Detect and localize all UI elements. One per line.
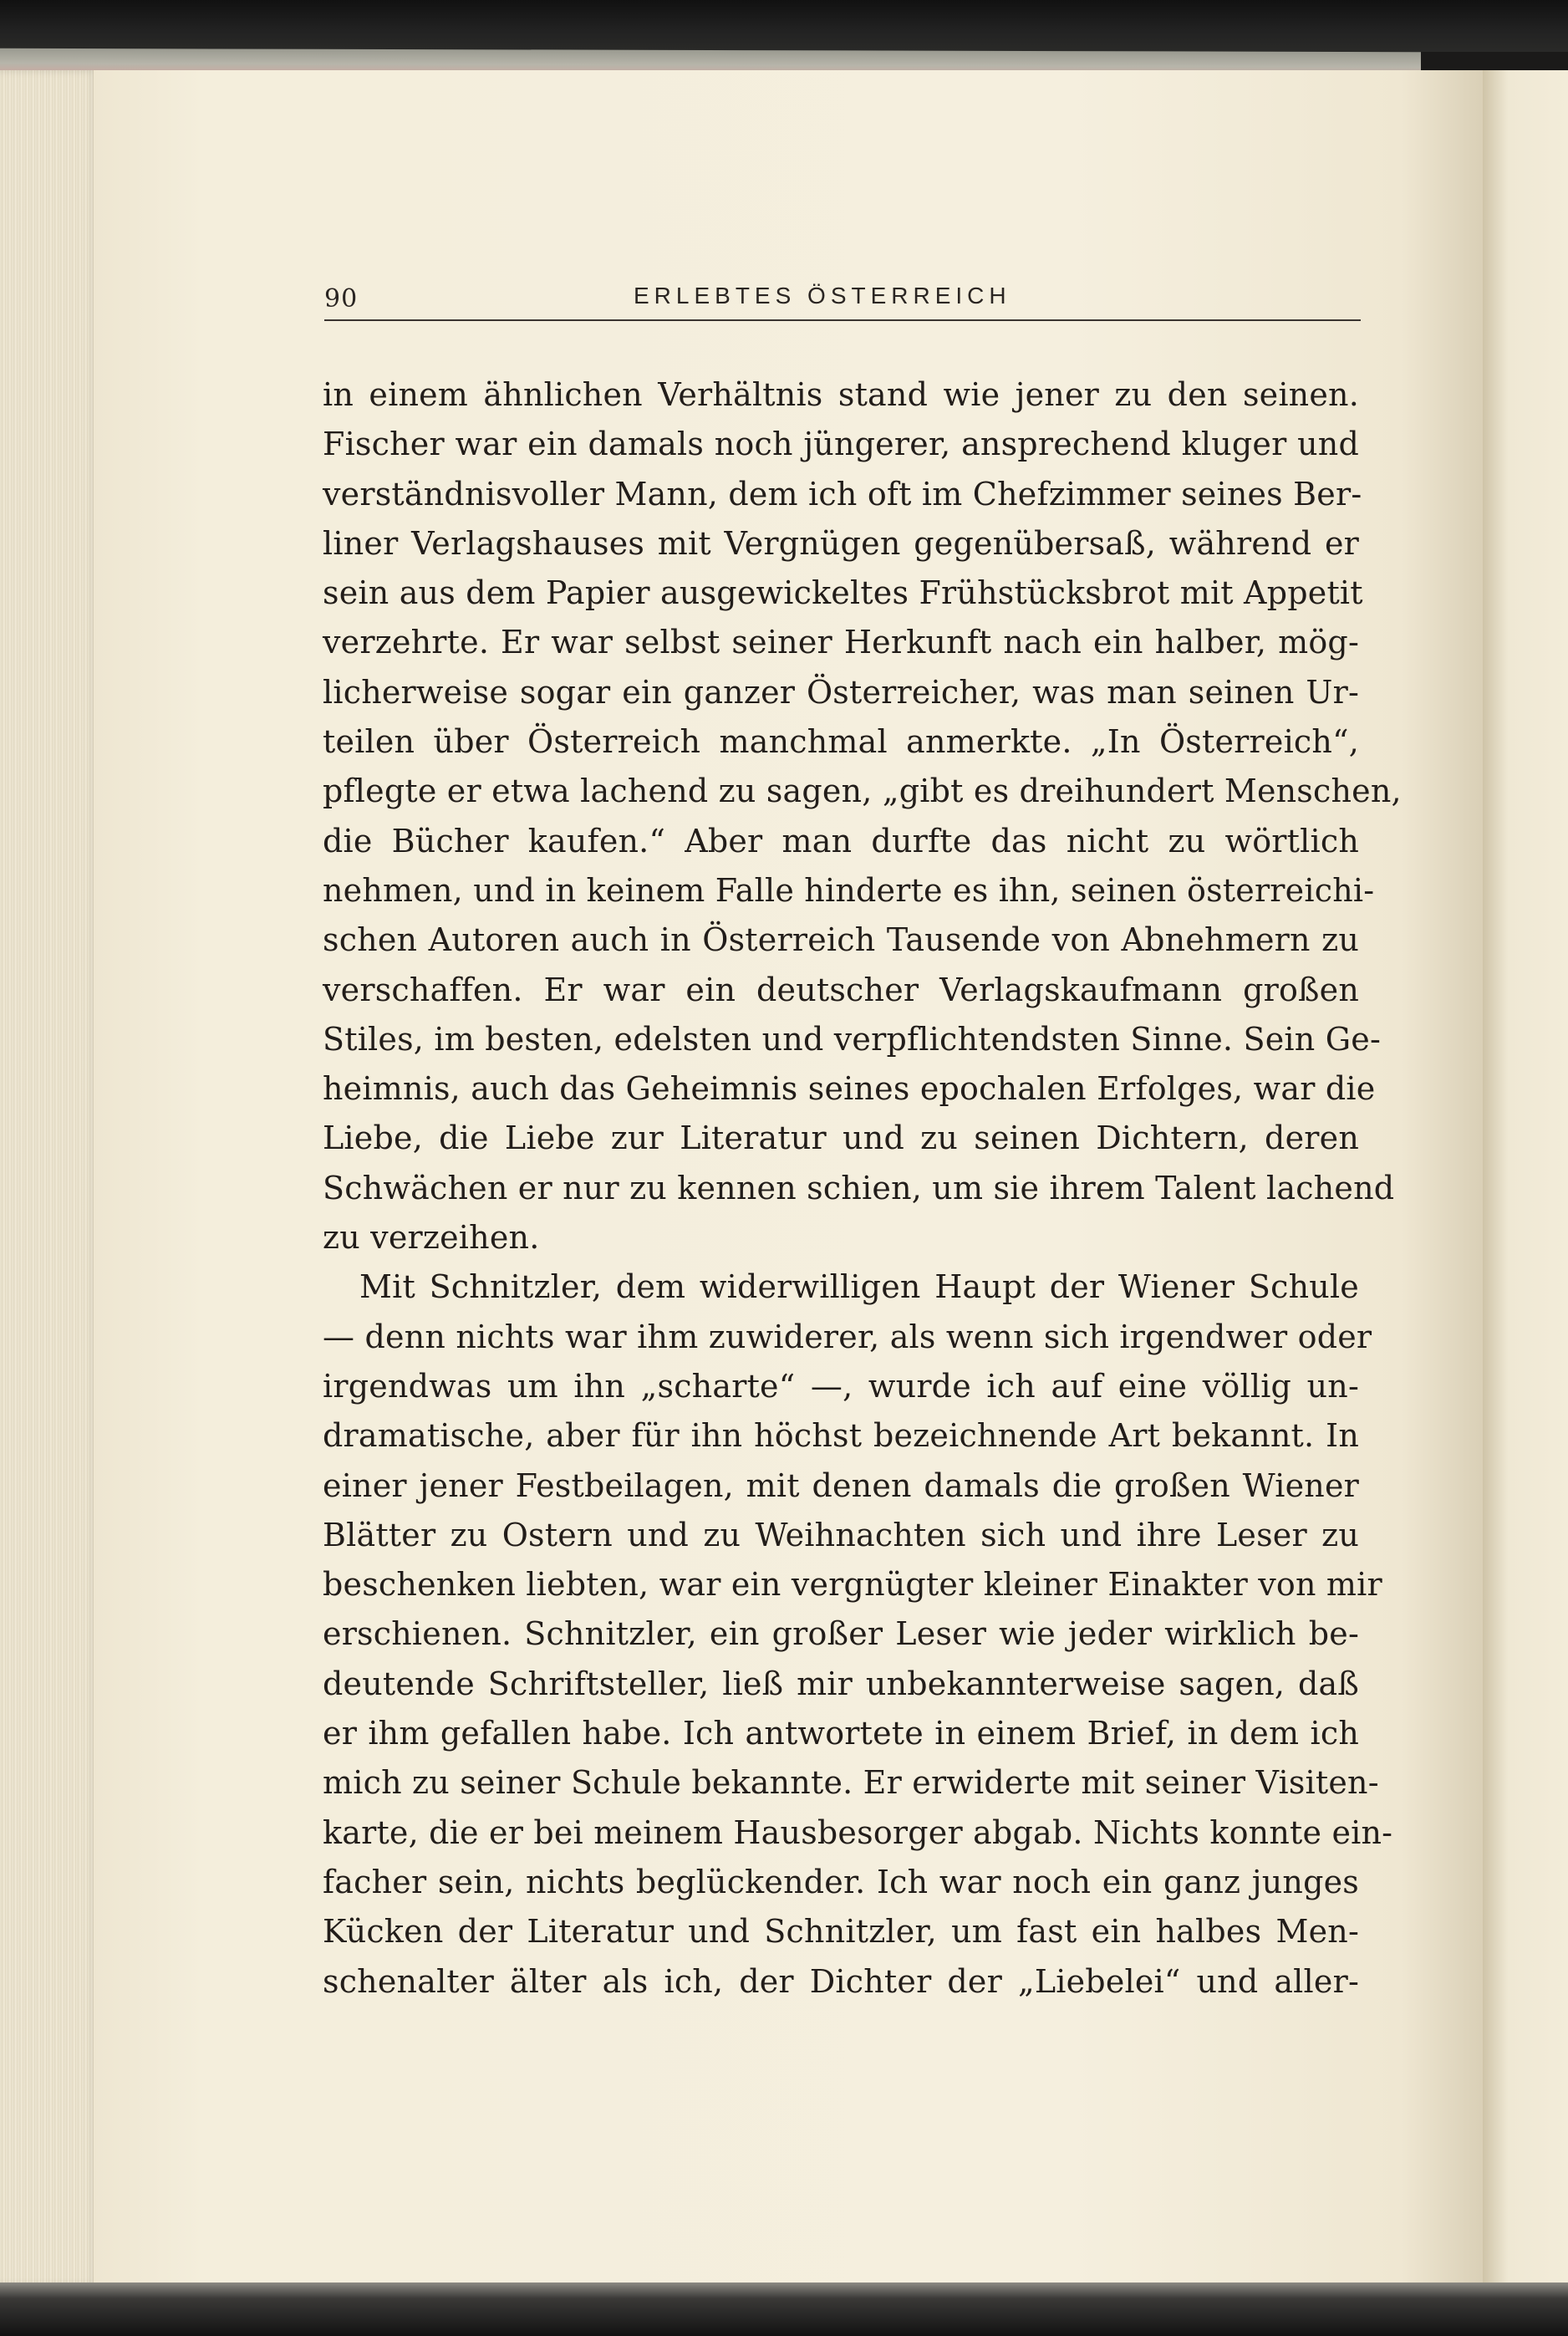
text-line: er ihm gefallen habe. Ich antwortete in einem Brief, in dem ich <box>323 1715 1359 1752</box>
text-line: mich zu seiner Schule bekannte. Er erwiderte mit seiner Visiten- <box>323 1764 1379 1802</box>
text-line: die Bücher kaufen.“ Aber man durfte das nicht zu wörtlich <box>323 822 1359 859</box>
body-text <box>323 370 1402 2007</box>
page-number: 90 <box>324 284 359 314</box>
text-line: irgendwas um ihn „scharte“ —, wurde ich auf eine völlig un- <box>323 1367 1359 1405</box>
page-stack-edge <box>0 70 99 2286</box>
page-header <box>324 276 1361 321</box>
text-line: verzehrte. Er war selbst seiner Herkunft nach ein halber, mög- <box>323 624 1359 661</box>
text-line: in einem ähnlichen Verhältnis stand wie jener zu den seinen. <box>323 376 1359 413</box>
text-line: Liebe, die Liebe zur Literatur und zu seinen Dichtern, deren <box>323 1120 1359 1157</box>
text-line: beschenken liebten, war ein vergnügter kleiner Einakter von mir <box>323 1566 1382 1604</box>
text-line: einer jener Festbeilagen, mit denen damals die großen Wiener <box>323 1466 1359 1504</box>
text-line: heimnis, auch das Geheimnis seines epochalen Erfolges, war die <box>323 1070 1376 1108</box>
text-line: Fischer war ein damals noch jüngerer, ansprechend kluger und <box>323 426 1359 463</box>
running-head: ERLEBTES ÖSTERREICH <box>634 283 1011 309</box>
text-line: deutende Schriftsteller, ließ mir unbekannterweise sagen, daß <box>323 1665 1359 1702</box>
text-line: nehmen, und in keinem Falle hinderte es ihn, seinen österreichi- <box>323 871 1375 909</box>
text-line: dramatische, aber für ihn höchst bezeichnende Art bekannt. In <box>323 1417 1359 1455</box>
text-line: erschienen. Schnitzler, ein großer Leser wie jeder wirklich be- <box>323 1615 1359 1653</box>
text-line: Blätter zu Ostern und zu Weihnachten sich und ihre Leser zu <box>323 1516 1359 1553</box>
text-line: pflegte er etwa lachend zu sagen, „gibt es dreihundert Menschen, <box>323 773 1402 810</box>
text-line: — denn nichts war ihm zuwiderer, als wenn sich irgendwer oder <box>323 1318 1372 1355</box>
text-line: verständnisvoller Mann, dem ich oft im Chefzimmer seines Ber- <box>323 475 1362 513</box>
text-line: Schwächen er nur zu kennen schien, um sie ihrem Talent lachend <box>323 1169 1395 1206</box>
text-line: schen Autoren auch in Österreich Tausende von Abnehmern zu <box>323 921 1359 959</box>
text-line: teilen über Österreich manchmal anmerkte. „In Österreich“, <box>323 723 1359 761</box>
text-line: sein aus dem Papier ausgewickeltes Frühstücksbrot mit Appetit <box>323 574 1363 612</box>
text-line: schenalter älter als ich, der Dichter der „Liebelei“ und aller- <box>323 1962 1359 2000</box>
text-line: karte, die er bei meinem Hausbesorger abgab. Nichts konnte ein- <box>323 1813 1393 1851</box>
paragraph-end-line: zu verzeihen. <box>323 1219 540 1257</box>
text-line: facher sein, nichts beglückender. Ich war noch ein ganz junges <box>323 1863 1359 1900</box>
text-line: verschaffen. Er war ein deutscher Verlagskaufmann großen <box>323 971 1359 1008</box>
scan-background-bottom <box>0 2282 1568 2336</box>
facing-page-edge <box>1483 70 1568 2286</box>
paragraph-start-line: Mit Schnitzler, dem widerwilligen Haupt der Wiener Schule <box>359 1268 1359 1306</box>
text-line: liner Verlagshauses mit Vergnügen gegenübersaß, während er <box>323 524 1359 562</box>
text-line: Stiles, im besten, edelsten und verpflichtendsten Sinne. Sein Ge- <box>323 1020 1381 1058</box>
text-line: licherweise sogar ein ganzer Österreicher, was man seinen Ur- <box>323 673 1359 711</box>
scan-background-top <box>0 0 1568 52</box>
text-line: Kücken der Literatur und Schnitzler, um fast ein halbes Men- <box>323 1913 1359 1951</box>
